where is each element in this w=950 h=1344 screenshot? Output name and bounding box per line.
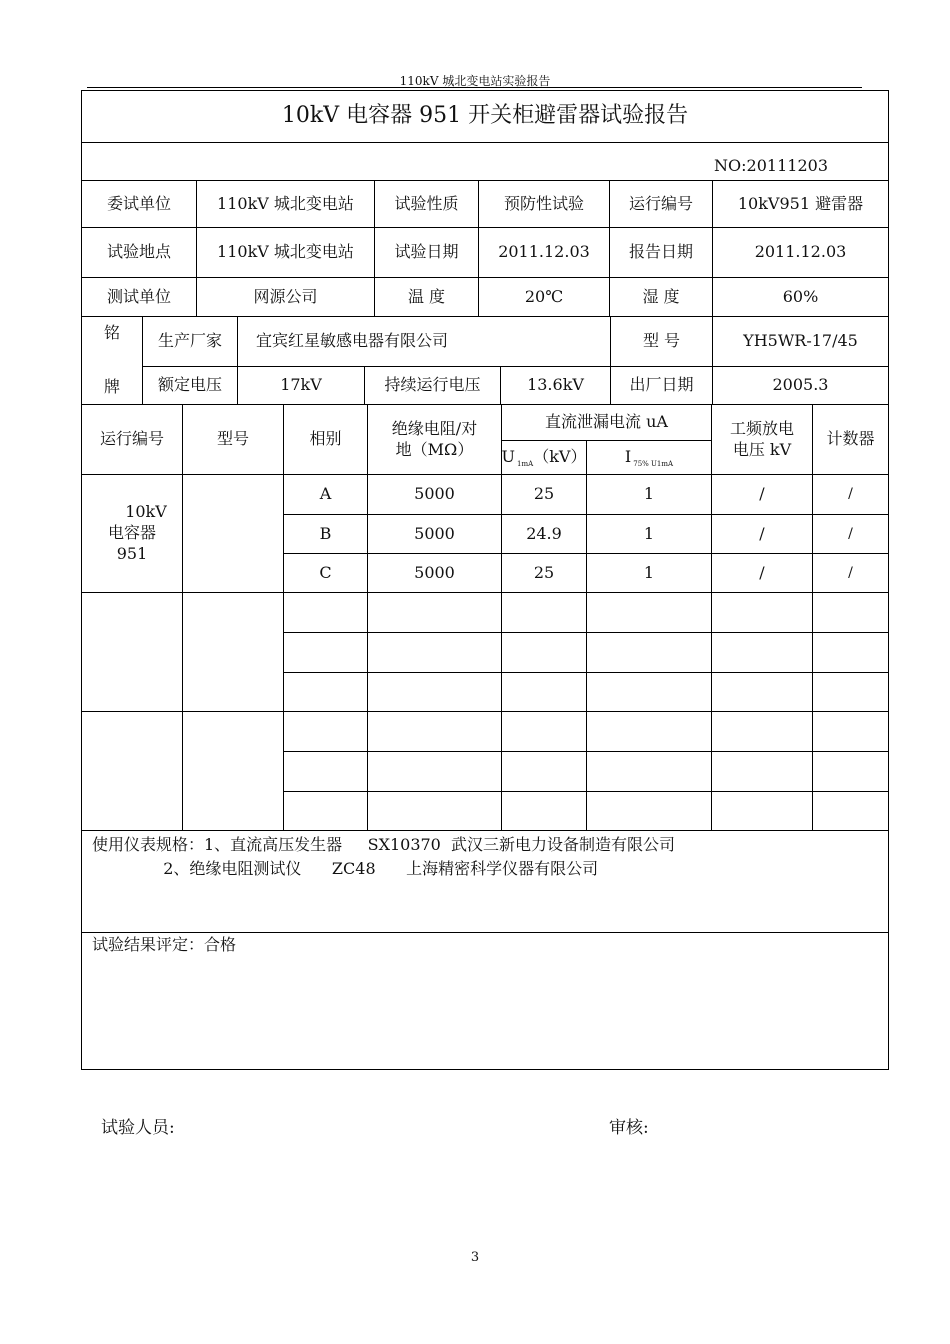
empty-cell [813, 752, 888, 792]
row-c-u1ma: 25 [502, 554, 587, 593]
empty-cell [502, 752, 587, 792]
col-i75-sub: 75% U1mA [633, 459, 674, 468]
client-label: 委试单位 [82, 181, 197, 228]
test-date-label: 试验日期 [375, 228, 479, 278]
empty-cell [813, 633, 888, 673]
col-power-l2: 电压 kV [732, 439, 792, 459]
empty-cell [284, 633, 368, 673]
humid-label: 湿 度 [610, 278, 713, 317]
group-run-no [82, 475, 183, 593]
row-c-phase: C [284, 554, 368, 593]
unit-label: 测试单位 [82, 278, 197, 317]
empty-cell [284, 752, 368, 792]
cont-label: 持续运行电压 [365, 367, 501, 405]
row-a-counter: / [813, 475, 888, 515]
empty-cell [284, 712, 368, 752]
empty-cell [284, 673, 368, 712]
empty-group-2-run-no [82, 593, 183, 712]
page-number: 3 [470, 1250, 480, 1265]
tester-signature: 试验人员: [101, 1118, 175, 1138]
group-name-l2: 电容器 [107, 523, 156, 543]
date-label: 出厂日期 [611, 367, 713, 405]
empty-cell [368, 633, 502, 673]
col-u1ma-sub: 1mA [517, 459, 534, 468]
empty-cell [712, 593, 813, 633]
row-b-insulation: 5000 [368, 515, 502, 554]
page-header: 110kV 城北变电站实验报告 [399, 74, 551, 88]
empty-cell [813, 593, 888, 633]
empty-group-3-run-no [82, 712, 183, 831]
report-date-value: 2011.12.03 [713, 228, 888, 278]
row-a-i75: 1 [587, 475, 712, 515]
empty-cell [712, 633, 813, 673]
model-value: YH5WR-17/45 [713, 317, 888, 367]
empty-cell [368, 673, 502, 712]
empty-cell [712, 752, 813, 792]
col-u1ma [502, 441, 587, 475]
col-run-no: 运行编号 [82, 405, 183, 475]
row-b-power: / [712, 515, 813, 554]
instruments-section [82, 831, 888, 933]
empty-cell [587, 792, 712, 831]
temp-label: 温 度 [375, 278, 479, 317]
empty-cell [502, 593, 587, 633]
empty-cell [368, 712, 502, 752]
report-number: NO:20111203 [82, 143, 888, 181]
instruments-line-1: 使用仪表规格：1、直流高压发生器 SX10370 武汉三新电力设备制造有限公司 [92, 835, 676, 854]
empty-group-3-model [183, 712, 284, 831]
row-b-i75: 1 [587, 515, 712, 554]
humid-value: 60% [713, 278, 888, 317]
run-no-value: 10kV951 避雷器 [713, 181, 888, 228]
row-c-counter: / [813, 554, 888, 593]
nameplate-label-bottom: 牌 [103, 377, 120, 397]
col-i75-main: I [624, 447, 632, 467]
row-c-insulation: 5000 [368, 554, 502, 593]
maker-label: 生产厂家 [143, 317, 238, 367]
row-a-u1ma: 25 [502, 475, 587, 515]
result-section [82, 933, 888, 1069]
group-model [183, 475, 284, 593]
empty-cell [813, 792, 888, 831]
col-model: 型号 [183, 405, 284, 475]
empty-cell [813, 712, 888, 752]
row-b-phase: B [284, 515, 368, 554]
row-b-counter: / [813, 515, 888, 554]
empty-cell [502, 712, 587, 752]
header-divider [87, 87, 862, 88]
col-insulation-l2: 地（MΩ） [395, 439, 474, 459]
site-value: 110kV 城北变电站 [197, 228, 375, 278]
col-insulation [368, 405, 502, 475]
rated-label: 额定电压 [143, 367, 238, 405]
empty-cell [502, 633, 587, 673]
report-title: 10kV 电容器 951 开关柜避雷器试验报告 [82, 91, 888, 143]
col-power [712, 405, 813, 475]
result-text: 试验结果评定：合格 [92, 935, 237, 954]
nameplate-label [82, 317, 143, 405]
empty-group-2-model [183, 593, 284, 712]
temp-value: 20℃ [479, 278, 610, 317]
empty-cell [284, 593, 368, 633]
site-label: 试验地点 [82, 228, 197, 278]
run-no-label: 运行编号 [610, 181, 713, 228]
test-date-value: 2011.12.03 [479, 228, 610, 278]
nature-value: 预防性试验 [479, 181, 610, 228]
empty-cell [712, 712, 813, 752]
empty-cell [813, 673, 888, 712]
empty-cell [502, 792, 587, 831]
empty-cell [587, 752, 712, 792]
cont-value: 13.6kV [501, 367, 611, 405]
report-sheet [81, 90, 889, 1070]
report-date-label: 报告日期 [610, 228, 713, 278]
row-a-phase: A [284, 475, 368, 515]
unit-value: 网源公司 [197, 278, 375, 317]
group-name-l3: 951 [116, 543, 148, 563]
maker-value: 宜宾红星敏感电器有限公司 [238, 317, 611, 367]
row-a-insulation: 5000 [368, 475, 502, 515]
empty-cell [368, 792, 502, 831]
client-value: 110kV 城北变电站 [197, 181, 375, 228]
empty-cell [712, 673, 813, 712]
empty-cell [368, 593, 502, 633]
reviewer-signature: 审核: [609, 1118, 649, 1138]
nameplate-label-top: 铭 [103, 323, 120, 342]
col-u1ma-unit: （kV） [533, 447, 587, 467]
empty-cell [587, 712, 712, 752]
row-b-u1ma: 24.9 [502, 515, 587, 554]
col-insulation-l1: 绝缘电阻/对 [391, 418, 478, 438]
row-c-power: / [712, 554, 813, 593]
empty-cell [284, 792, 368, 831]
nature-label: 试验性质 [375, 181, 479, 228]
group-name-l1: 10kV [125, 502, 167, 522]
empty-cell [368, 752, 502, 792]
date-value: 2005.3 [713, 367, 888, 405]
empty-cell [712, 792, 813, 831]
empty-cell [502, 673, 587, 712]
empty-cell [587, 673, 712, 712]
instruments-line-2: 2、绝缘电阻测试仪 ZC48 上海精密科学仪器有限公司 [92, 859, 599, 878]
model-label: 型 号 [611, 317, 713, 367]
row-a-power: / [712, 475, 813, 515]
rated-value: 17kV [238, 367, 365, 405]
col-power-l1: 工频放电 [729, 418, 794, 438]
empty-cell [587, 593, 712, 633]
col-u1ma-main: U [501, 447, 516, 467]
empty-cell [587, 633, 712, 673]
col-counter: 计数器 [813, 405, 888, 475]
col-phase: 相别 [284, 405, 368, 475]
col-dc-leak: 直流泄漏电流 uA [502, 405, 712, 441]
row-c-i75: 1 [587, 554, 712, 593]
col-i75 [587, 441, 712, 475]
